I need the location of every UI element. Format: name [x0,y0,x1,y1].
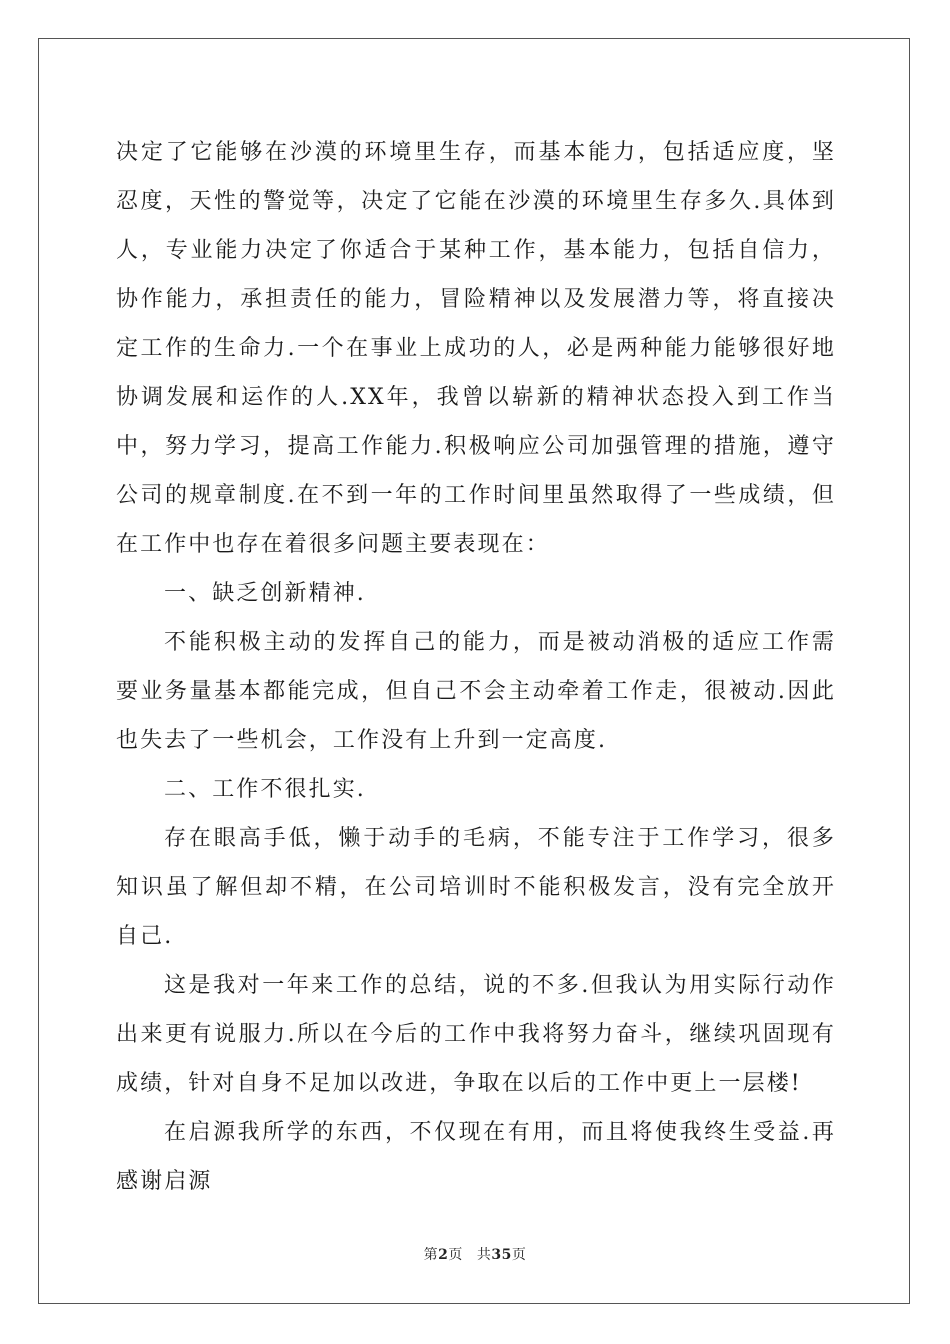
paragraph-innovation-detail: 不能积极主动的发挥自己的能力，而是被动消极的适应工作需要业务量基本都能完成，但自己不会主动牵着工作走，很被动.因此也失去了一些机会，工作没有上升到一定高度. [116,630,836,753]
document-body [116,128,836,1206]
heading-lack-of-innovation: 一、缺乏创新精神. [164,581,366,606]
paragraph-summary: 这是我对一年来工作的总结，说的不多.但我认为用实际行动作出来更有说服力.所以在今后的工作中我将努力奋斗，继续巩固现有成绩，针对自身不足加以改进，争取在以后的工作中更上一层楼! [116,973,836,1096]
total-prefix: 共 [476,1247,492,1263]
paragraph-thanks: 在启源我所学的东西，不仅现在有用，而且将使我终生受益.再感谢启源 [116,1120,836,1194]
paragraph-continuation: 决定了它能够在沙漠的环境里生存，而基本能力，包括适应度，坚忍度，天性的警觉等，决定了它能在沙漠的环境里生存多久.具体到人，专业能力决定了你适合于某种工作，基本能力，包括自信力，协作能力，承担责任的能力，冒险精神以及发展潜力等，将直接决定工作的生命力.一个在事业上成功的人，必是两种能力能够很好地协调发展和运作的人.XX年，我曾以崭新的精神状态投入到工作当中，努力学习，提高工作能力.积极响应公司加强管理的措施，遵守公司的规章制度.在不到一年的工作时间里虽然取得了一些成绩，但在工作中也存在着很多问题主要表现在： [116,140,836,557]
total-pages: 35 [491,1247,512,1263]
page-prefix: 第 [423,1247,439,1263]
paragraph-solid-detail: 存在眼高手低，懒于动手的毛病，不能专注于工作学习，很多知识虽了解但却不精，在公司培训时不能积极发言，没有完全放开自己. [116,826,836,949]
page-footer [0,1244,950,1264]
page-suffix: 页 [448,1247,463,1263]
total-suffix: 页 [511,1247,527,1263]
heading-work-not-solid: 二、工作不很扎实. [164,777,366,802]
page-number: 2 [438,1247,449,1263]
